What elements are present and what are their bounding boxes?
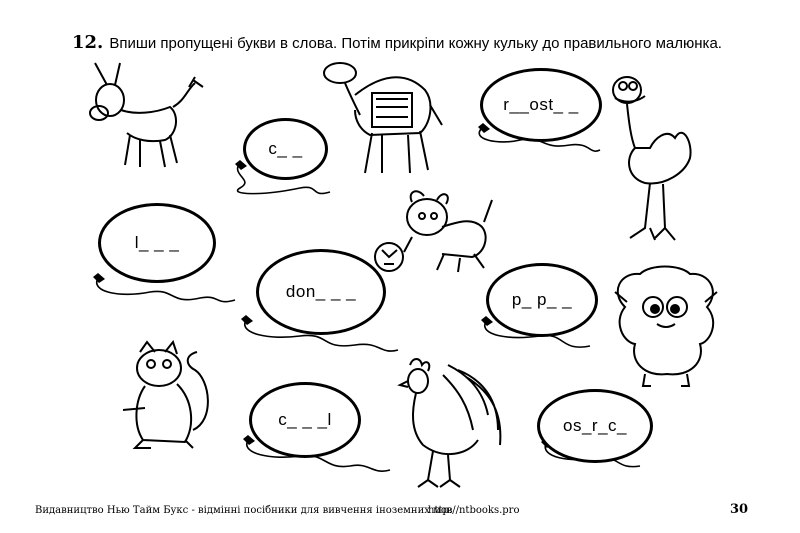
balloon-word: don_ _ _ <box>285 282 357 301</box>
task-text: Впиши пропущені букви в слова. Потім прикріпи кожну кульку до правильного малюнка. <box>109 35 722 52</box>
footer-url[interactable]: http://ntbooks.pro <box>428 505 520 516</box>
balloon-word: c_ _ _l <box>278 410 332 429</box>
cat-picture[interactable] <box>115 340 230 455</box>
sheep-picture[interactable] <box>605 262 730 392</box>
ostrich-picture[interactable] <box>605 68 700 248</box>
balloon-word: p_ p_ _ <box>511 290 573 309</box>
balloon-word: c_ _ <box>268 139 303 158</box>
camel-picture[interactable] <box>310 55 460 180</box>
task-number: 12. <box>72 32 104 53</box>
balloon-puppy[interactable] <box>486 263 598 337</box>
balloon-rooster[interactable] <box>480 68 602 142</box>
footer-publisher: Видавництво Нью Тайм Букс - відмінні посібники для вивчення іноземних мов <box>35 505 453 516</box>
puppy-picture[interactable] <box>372 182 502 277</box>
balloon-camel[interactable] <box>249 382 361 458</box>
balloon-word: r__ost_ _ <box>503 95 579 114</box>
donkey-picture[interactable] <box>85 55 210 175</box>
balloon-word: os_r_c_ <box>563 416 627 435</box>
balloon-donkey[interactable] <box>256 249 386 335</box>
page-number: 30 <box>730 502 749 517</box>
balloon-ostrich[interactable] <box>537 389 653 463</box>
balloon-word: l_ _ _ <box>134 233 180 252</box>
rooster-picture[interactable] <box>388 355 508 495</box>
balloon-lamb[interactable] <box>98 203 216 283</box>
